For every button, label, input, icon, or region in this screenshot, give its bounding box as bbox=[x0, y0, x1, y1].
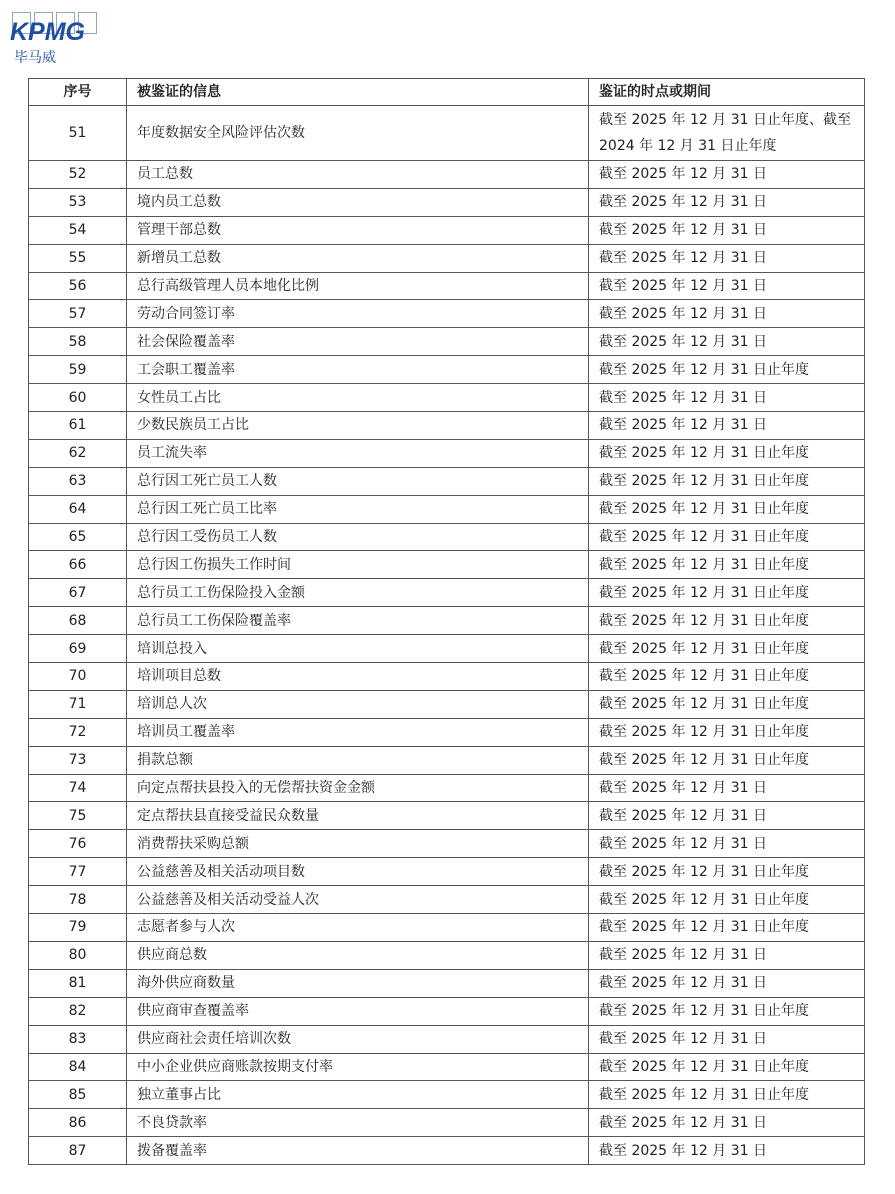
row-assured-information: 总行高级管理人员本地化比例 bbox=[127, 272, 589, 300]
table-header-row bbox=[29, 79, 865, 106]
row-period: 截至 2025 年 12 月 31 日 bbox=[589, 188, 865, 216]
table-row bbox=[29, 356, 865, 384]
row-assured-information: 境内员工总数 bbox=[127, 188, 589, 216]
row-period: 截至 2025 年 12 月 31 日止年度 bbox=[589, 663, 865, 691]
row-period: 截至 2025 年 12 月 31 日 bbox=[589, 412, 865, 440]
table-row bbox=[29, 216, 865, 244]
header-period: 鉴证的时点或期间 bbox=[589, 79, 865, 106]
row-period: 截至 2025 年 12 月 31 日止年度 bbox=[589, 1053, 865, 1081]
row-period: 截至 2025 年 12 月 31 日止年度 bbox=[589, 607, 865, 635]
row-serial-number: 56 bbox=[29, 272, 127, 300]
table-row bbox=[29, 1053, 865, 1081]
row-serial-number: 73 bbox=[29, 746, 127, 774]
table-row bbox=[29, 886, 865, 914]
row-period: 截至 2025 年 12 月 31 日止年度 bbox=[589, 997, 865, 1025]
row-assured-information: 供应商总数 bbox=[127, 941, 589, 969]
row-assured-information: 总行员工工伤保险投入金额 bbox=[127, 579, 589, 607]
row-assured-information: 不良贷款率 bbox=[127, 1109, 589, 1137]
table-row bbox=[29, 941, 865, 969]
row-period: 截至 2025 年 12 月 31 日止年度 bbox=[589, 467, 865, 495]
row-period: 截至 2025 年 12 月 31 日止年度、截至 2024 年 12 月 31 日止年度 bbox=[589, 106, 865, 161]
table-row bbox=[29, 690, 865, 718]
row-serial-number: 52 bbox=[29, 161, 127, 189]
row-serial-number: 72 bbox=[29, 718, 127, 746]
row-serial-number: 86 bbox=[29, 1109, 127, 1137]
table-row bbox=[29, 635, 865, 663]
row-serial-number: 57 bbox=[29, 300, 127, 328]
table-row bbox=[29, 300, 865, 328]
row-assured-information: 捐款总额 bbox=[127, 746, 589, 774]
assurance-info-table bbox=[28, 78, 865, 1165]
row-serial-number: 85 bbox=[29, 1081, 127, 1109]
row-period: 截至 2025 年 12 月 31 日止年度 bbox=[589, 635, 865, 663]
row-period: 截至 2025 年 12 月 31 日止年度 bbox=[589, 551, 865, 579]
row-serial-number: 66 bbox=[29, 551, 127, 579]
row-serial-number: 62 bbox=[29, 439, 127, 467]
row-assured-information: 向定点帮扶县投入的无偿帮扶资金金额 bbox=[127, 774, 589, 802]
row-serial-number: 75 bbox=[29, 802, 127, 830]
row-serial-number: 55 bbox=[29, 244, 127, 272]
row-serial-number: 61 bbox=[29, 412, 127, 440]
row-serial-number: 87 bbox=[29, 1137, 127, 1165]
table-row bbox=[29, 439, 865, 467]
table-row bbox=[29, 802, 865, 830]
row-serial-number: 83 bbox=[29, 1025, 127, 1053]
row-period: 截至 2025 年 12 月 31 日 bbox=[589, 1025, 865, 1053]
row-assured-information: 供应商社会责任培训次数 bbox=[127, 1025, 589, 1053]
row-period: 截至 2025 年 12 月 31 日 bbox=[589, 969, 865, 997]
row-assured-information: 总行因工死亡员工比率 bbox=[127, 495, 589, 523]
row-serial-number: 69 bbox=[29, 635, 127, 663]
table-row bbox=[29, 523, 865, 551]
header-assured-information: 被鉴证的信息 bbox=[127, 79, 589, 106]
row-period: 截至 2025 年 12 月 31 日止年度 bbox=[589, 1081, 865, 1109]
row-period: 截至 2025 年 12 月 31 日止年度 bbox=[589, 690, 865, 718]
row-period: 截至 2025 年 12 月 31 日止年度 bbox=[589, 718, 865, 746]
row-serial-number: 63 bbox=[29, 467, 127, 495]
table-row bbox=[29, 188, 865, 216]
table-row bbox=[29, 774, 865, 802]
row-assured-information: 管理干部总数 bbox=[127, 216, 589, 244]
row-period: 截至 2025 年 12 月 31 日 bbox=[589, 272, 865, 300]
table-row bbox=[29, 106, 865, 161]
logo-chinese-name: 毕马威 bbox=[14, 50, 56, 66]
row-assured-information: 年度数据安全风险评估次数 bbox=[127, 106, 589, 161]
row-serial-number: 59 bbox=[29, 356, 127, 384]
table-row bbox=[29, 969, 865, 997]
row-period: 截至 2025 年 12 月 31 日止年度 bbox=[589, 356, 865, 384]
row-period: 截至 2025 年 12 月 31 日 bbox=[589, 802, 865, 830]
row-period: 截至 2025 年 12 月 31 日 bbox=[589, 216, 865, 244]
row-serial-number: 78 bbox=[29, 886, 127, 914]
row-serial-number: 74 bbox=[29, 774, 127, 802]
row-period: 截至 2025 年 12 月 31 日止年度 bbox=[589, 523, 865, 551]
row-serial-number: 51 bbox=[29, 106, 127, 161]
table-row bbox=[29, 328, 865, 356]
row-period: 截至 2025 年 12 月 31 日 bbox=[589, 830, 865, 858]
row-assured-information: 培训总人次 bbox=[127, 690, 589, 718]
row-period: 截至 2025 年 12 月 31 日止年度 bbox=[589, 858, 865, 886]
table-row bbox=[29, 718, 865, 746]
row-serial-number: 60 bbox=[29, 384, 127, 412]
row-assured-information: 少数民族员工占比 bbox=[127, 412, 589, 440]
row-period: 截至 2025 年 12 月 31 日止年度 bbox=[589, 495, 865, 523]
row-assured-information: 培训员工覆盖率 bbox=[127, 718, 589, 746]
row-period: 截至 2025 年 12 月 31 日 bbox=[589, 1109, 865, 1137]
row-assured-information: 新增员工总数 bbox=[127, 244, 589, 272]
row-serial-number: 71 bbox=[29, 690, 127, 718]
row-assured-information: 总行因工伤损失工作时间 bbox=[127, 551, 589, 579]
table-row bbox=[29, 244, 865, 272]
row-assured-information: 总行因工死亡员工人数 bbox=[127, 467, 589, 495]
row-serial-number: 67 bbox=[29, 579, 127, 607]
row-serial-number: 79 bbox=[29, 914, 127, 942]
table-row bbox=[29, 467, 865, 495]
row-period: 截至 2025 年 12 月 31 日 bbox=[589, 774, 865, 802]
table-row bbox=[29, 1109, 865, 1137]
table-row bbox=[29, 272, 865, 300]
row-period: 截至 2025 年 12 月 31 日 bbox=[589, 244, 865, 272]
row-serial-number: 82 bbox=[29, 997, 127, 1025]
row-assured-information: 培训项目总数 bbox=[127, 663, 589, 691]
row-period: 截至 2025 年 12 月 31 日止年度 bbox=[589, 579, 865, 607]
row-assured-information: 员工流失率 bbox=[127, 439, 589, 467]
kpmg-logo bbox=[8, 6, 118, 68]
row-assured-information: 培训总投入 bbox=[127, 635, 589, 663]
row-assured-information: 员工总数 bbox=[127, 161, 589, 189]
row-period: 截至 2025 年 12 月 31 日 bbox=[589, 328, 865, 356]
table-row bbox=[29, 746, 865, 774]
row-serial-number: 58 bbox=[29, 328, 127, 356]
row-assured-information: 公益慈善及相关活动受益人次 bbox=[127, 886, 589, 914]
row-assured-information: 总行员工工伤保险覆盖率 bbox=[127, 607, 589, 635]
row-period: 截至 2025 年 12 月 31 日 bbox=[589, 941, 865, 969]
table-row bbox=[29, 495, 865, 523]
logo-wordmark: KPMG bbox=[10, 18, 85, 46]
row-serial-number: 80 bbox=[29, 941, 127, 969]
row-serial-number: 54 bbox=[29, 216, 127, 244]
row-assured-information: 女性员工占比 bbox=[127, 384, 589, 412]
row-assured-information: 总行因工受伤员工人数 bbox=[127, 523, 589, 551]
row-assured-information: 社会保险覆盖率 bbox=[127, 328, 589, 356]
table-row bbox=[29, 161, 865, 189]
row-serial-number: 53 bbox=[29, 188, 127, 216]
table-row bbox=[29, 551, 865, 579]
row-serial-number: 76 bbox=[29, 830, 127, 858]
row-serial-number: 77 bbox=[29, 858, 127, 886]
table-row bbox=[29, 663, 865, 691]
row-assured-information: 志愿者参与人次 bbox=[127, 914, 589, 942]
row-period: 截至 2025 年 12 月 31 日 bbox=[589, 384, 865, 412]
row-assured-information: 定点帮扶县直接受益民众数量 bbox=[127, 802, 589, 830]
row-assured-information: 消费帮扶采购总额 bbox=[127, 830, 589, 858]
row-period: 截至 2025 年 12 月 31 日 bbox=[589, 300, 865, 328]
row-serial-number: 65 bbox=[29, 523, 127, 551]
row-serial-number: 64 bbox=[29, 495, 127, 523]
row-serial-number: 81 bbox=[29, 969, 127, 997]
table-body bbox=[29, 106, 865, 1165]
header-serial-number: 序号 bbox=[29, 79, 127, 106]
row-serial-number: 84 bbox=[29, 1053, 127, 1081]
table-row bbox=[29, 1137, 865, 1165]
row-period: 截至 2025 年 12 月 31 日 bbox=[589, 161, 865, 189]
row-assured-information: 海外供应商数量 bbox=[127, 969, 589, 997]
row-serial-number: 70 bbox=[29, 663, 127, 691]
row-assured-information: 劳动合同签订率 bbox=[127, 300, 589, 328]
row-assured-information: 公益慈善及相关活动项目数 bbox=[127, 858, 589, 886]
row-period: 截至 2025 年 12 月 31 日 bbox=[589, 1137, 865, 1165]
row-assured-information: 供应商审查覆盖率 bbox=[127, 997, 589, 1025]
table-row bbox=[29, 997, 865, 1025]
row-assured-information: 中小企业供应商账款按期支付率 bbox=[127, 1053, 589, 1081]
row-serial-number: 68 bbox=[29, 607, 127, 635]
table-row bbox=[29, 384, 865, 412]
row-assured-information: 工会职工覆盖率 bbox=[127, 356, 589, 384]
table-row bbox=[29, 1081, 865, 1109]
table-row bbox=[29, 830, 865, 858]
row-assured-information: 独立董事占比 bbox=[127, 1081, 589, 1109]
row-assured-information: 拨备覆盖率 bbox=[127, 1137, 589, 1165]
row-period: 截至 2025 年 12 月 31 日止年度 bbox=[589, 914, 865, 942]
row-period: 截至 2025 年 12 月 31 日止年度 bbox=[589, 746, 865, 774]
table-row bbox=[29, 914, 865, 942]
table-row bbox=[29, 579, 865, 607]
table-row bbox=[29, 412, 865, 440]
row-period: 截至 2025 年 12 月 31 日止年度 bbox=[589, 886, 865, 914]
table-row bbox=[29, 858, 865, 886]
table-row bbox=[29, 607, 865, 635]
row-period: 截至 2025 年 12 月 31 日止年度 bbox=[589, 439, 865, 467]
table-row bbox=[29, 1025, 865, 1053]
